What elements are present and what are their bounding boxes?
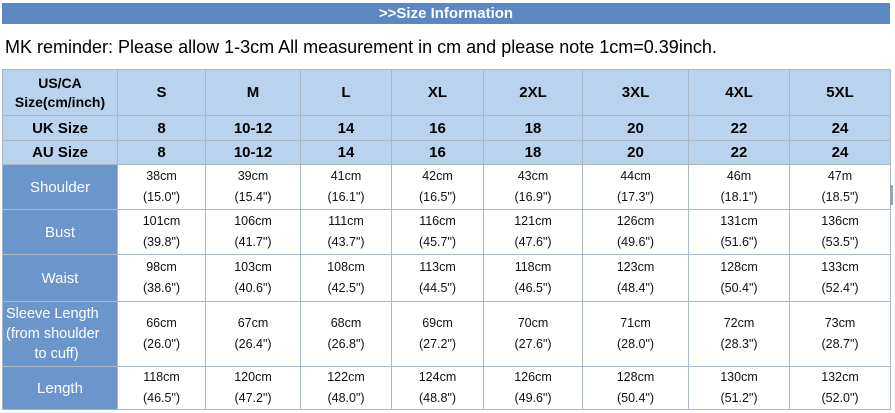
cm-value: 71cm	[620, 316, 651, 330]
uk-size-cell: 24	[790, 116, 891, 141]
measurement-cell	[206, 165, 301, 210]
cm-value: 126cm	[514, 370, 552, 384]
measurement-cell	[689, 165, 790, 210]
inch-value: (50.4")	[720, 281, 758, 295]
cm-value: 118cm	[514, 260, 552, 274]
cm-value: 67cm	[237, 316, 269, 330]
inch-value: (52.0")	[821, 391, 859, 405]
shoulder-label: Shoulder	[3, 165, 118, 210]
measurement-cell	[484, 210, 583, 255]
measurement-cell	[689, 210, 790, 255]
size-header: M	[206, 70, 301, 116]
cm-value: 133cm	[821, 260, 859, 274]
measurement-cell	[583, 210, 689, 255]
measurement-cell	[790, 255, 891, 302]
cm-value: 108cm	[327, 260, 365, 274]
uk-size-cell: 16	[392, 116, 484, 141]
au-size-cell: 20	[583, 141, 689, 165]
inch-value: (42.5")	[327, 281, 365, 295]
measurement-cell	[583, 367, 689, 410]
cm-value: 116cm	[419, 214, 456, 228]
inch-value: (51.2")	[720, 391, 758, 405]
au-size-cell: 24	[790, 141, 891, 165]
inch-value: (40.6")	[234, 281, 272, 295]
uk-size-cell: 22	[689, 116, 790, 141]
measurement-cell	[583, 302, 689, 367]
inch-value: (16.5")	[418, 190, 457, 204]
inch-value: (52.4")	[821, 281, 859, 295]
measurement-cell	[118, 302, 206, 367]
cm-value: 120cm	[234, 370, 272, 384]
inch-value: (47.6")	[514, 235, 552, 249]
inch-value: (15.0")	[142, 190, 181, 204]
inch-value: (15.4")	[234, 190, 272, 204]
measurement-cell	[301, 165, 392, 210]
measurement-cell	[583, 255, 689, 302]
inch-value: (16.1")	[327, 190, 365, 204]
measurement-cell	[484, 255, 583, 302]
cm-value: 126cm	[616, 214, 655, 228]
measurement-reminder: MK reminder: Please allow 1-3cm All measurement in cm and please note 1cm=0.39inch.	[5, 37, 717, 57]
uk-size-row	[3, 116, 891, 141]
inch-value: (18.5")	[821, 190, 859, 204]
cm-value: 111cm	[328, 214, 364, 228]
uk-size-cell: 18	[484, 116, 583, 141]
inch-value: (38.6")	[142, 281, 181, 295]
scroll-indicator[interactable]	[890, 185, 893, 205]
cm-value: 47m	[827, 169, 853, 183]
inch-value: (39.8")	[142, 235, 181, 249]
cm-value: 41cm	[330, 169, 362, 183]
au-size-label: AU Size	[3, 141, 118, 165]
measurement-cell	[392, 302, 484, 367]
au-size-cell: 14	[301, 141, 392, 165]
cm-value: 128cm	[616, 370, 655, 384]
inch-value: (28.7")	[821, 337, 859, 351]
measurement-cell	[118, 165, 206, 210]
cm-value: 103cm	[234, 260, 272, 274]
waist-row	[3, 255, 891, 302]
au-size-cell: 8	[118, 141, 206, 165]
cm-value: 131cm	[720, 214, 758, 228]
measurement-cell	[206, 302, 301, 367]
measurement-cell	[301, 302, 392, 367]
size-header: 2XL	[484, 70, 583, 116]
inch-value: (44.5")	[418, 281, 457, 295]
inch-value: (48.4")	[616, 281, 655, 295]
inch-value: (27.2")	[418, 337, 457, 351]
measurement-cell	[484, 367, 583, 410]
cm-value: 130cm	[720, 370, 758, 384]
inch-value: (45.7")	[418, 235, 457, 249]
cm-value: 42cm	[422, 169, 453, 183]
sleeve-label-line: (from shoulder	[6, 326, 100, 342]
size-chart-table	[2, 69, 891, 410]
sleeve-label-line: Sleeve Length	[6, 306, 99, 322]
inch-value: (46.5")	[514, 281, 552, 295]
cm-value: 98cm	[146, 260, 177, 274]
measurement-cell	[301, 255, 392, 302]
sleeve-label-line: to cuff)	[34, 346, 79, 362]
measurement-cell	[689, 302, 790, 367]
size-header: XL	[392, 70, 484, 116]
uk-size-cell: 20	[583, 116, 689, 141]
measurement-cell	[206, 255, 301, 302]
sleeve-length-label	[3, 302, 118, 367]
inch-value: (26.0")	[142, 337, 181, 351]
measurement-cell	[392, 255, 484, 302]
cm-value: 69cm	[422, 316, 453, 330]
cm-value: 38cm	[146, 169, 177, 183]
measurement-cell	[583, 165, 689, 210]
cm-value: 43cm	[517, 169, 549, 183]
size-header: 5XL	[790, 70, 891, 116]
cm-value: 73cm	[824, 316, 856, 330]
cm-value: 68cm	[330, 316, 362, 330]
au-size-cell: 16	[392, 141, 484, 165]
measurement-cell	[790, 302, 891, 367]
size-info-banner: >>Size Information	[2, 3, 890, 24]
cm-value: 44cm	[620, 169, 651, 183]
cm-value: 121cm	[514, 214, 552, 228]
cm-value: 113cm	[419, 260, 456, 274]
inch-value: (17.3")	[616, 190, 655, 204]
corner-label-line: Size(cm/inch)	[14, 93, 106, 110]
sleeve-length-row	[3, 302, 891, 367]
au-size-cell: 18	[484, 141, 583, 165]
cm-value: 106cm	[234, 214, 272, 228]
measurement-cell	[301, 367, 392, 410]
uk-size-label: UK Size	[3, 116, 118, 141]
inch-value: (18.1")	[720, 190, 758, 204]
bust-row	[3, 210, 891, 255]
inch-value: (28.3")	[720, 337, 758, 351]
inch-value: (27.6")	[514, 337, 552, 351]
uk-size-cell: 14	[301, 116, 392, 141]
inch-value: (26.4")	[234, 337, 272, 351]
cm-value: 72cm	[723, 316, 755, 330]
inch-value: (53.5")	[821, 235, 859, 249]
cm-value: 132cm	[821, 370, 859, 384]
corner-label-line: US/CA	[38, 74, 82, 91]
size-header: S	[118, 70, 206, 116]
cm-value: 46m	[726, 169, 752, 183]
inch-value: (48.8")	[418, 391, 457, 405]
inch-value: (51.6")	[720, 235, 758, 249]
measurement-cell	[790, 367, 891, 410]
measurement-cell	[392, 210, 484, 255]
cm-value: 128cm	[720, 260, 758, 274]
shoulder-row	[3, 165, 891, 210]
au-size-cell: 22	[689, 141, 790, 165]
au-size-row	[3, 141, 891, 165]
measurement-cell	[484, 165, 583, 210]
inch-value: (41.7")	[234, 235, 272, 249]
inch-value: (46.5")	[142, 391, 181, 405]
cm-value: 39cm	[237, 169, 269, 183]
measurement-cell	[689, 367, 790, 410]
inch-value: (28.0")	[616, 337, 655, 351]
measurement-cell	[790, 210, 891, 255]
inch-value: (47.2")	[234, 391, 272, 405]
uk-size-cell: 10-12	[206, 116, 301, 141]
measurement-cell	[301, 210, 392, 255]
inch-value: (48.0")	[327, 391, 365, 405]
measurement-cell	[392, 165, 484, 210]
cm-value: 122cm	[327, 370, 365, 384]
inch-value: (43.7")	[327, 235, 365, 249]
cm-value: 123cm	[616, 260, 655, 274]
measurement-cell	[484, 302, 583, 367]
uk-size-cell: 8	[118, 116, 206, 141]
bust-label: Bust	[3, 210, 118, 255]
cm-value: 70cm	[517, 316, 549, 330]
inch-value: (26.8")	[327, 337, 365, 351]
measurement-cell	[118, 367, 206, 410]
inch-value: (50.4")	[616, 391, 655, 405]
cm-value: 124cm	[418, 370, 457, 384]
measurement-cell	[689, 255, 790, 302]
cm-value: 66cm	[146, 316, 177, 330]
measurement-cell	[118, 210, 206, 255]
waist-label: Waist	[3, 255, 118, 302]
size-header: 3XL	[583, 70, 689, 116]
size-header: 4XL	[689, 70, 790, 116]
cm-value: 118cm	[143, 370, 180, 384]
length-row	[3, 367, 891, 410]
length-label: Length	[3, 367, 118, 410]
cm-value: 101cm	[142, 214, 181, 228]
au-size-cell: 10-12	[206, 141, 301, 165]
us-ca-size-header	[3, 70, 118, 116]
cm-value: 136cm	[821, 214, 859, 228]
measurement-cell	[118, 255, 206, 302]
inch-value: (49.6")	[514, 391, 552, 405]
inch-value: (16.9")	[514, 190, 552, 204]
measurement-cell	[206, 367, 301, 410]
measurement-cell	[392, 367, 484, 410]
measurement-cell	[790, 165, 891, 210]
inch-value: (49.6")	[616, 235, 655, 249]
us-ca-size-row	[3, 70, 891, 116]
size-header: L	[301, 70, 392, 116]
measurement-cell	[206, 210, 301, 255]
